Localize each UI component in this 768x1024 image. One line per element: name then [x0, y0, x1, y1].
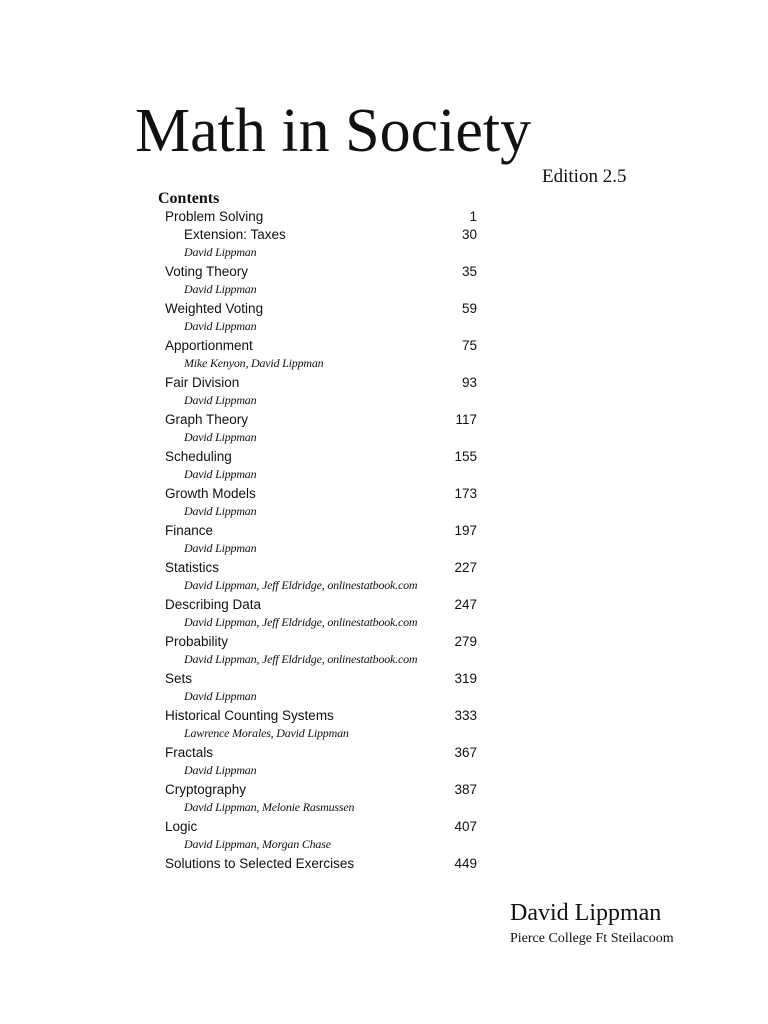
- toc-entry-line[interactable]: [165, 633, 477, 651]
- toc-entry-title: Sets: [165, 671, 195, 686]
- toc-entry-line[interactable]: [165, 855, 477, 873]
- toc-entry: [165, 818, 477, 854]
- toc-entry-title: Finance: [165, 523, 216, 538]
- toc-entry-title: Graph Theory: [165, 412, 251, 427]
- toc-entry-page-number: 1: [465, 208, 477, 226]
- toc-entry-title: Apportionment: [165, 338, 256, 353]
- toc-entry-page-number: 197: [450, 522, 477, 540]
- toc-entry-line[interactable]: [165, 670, 477, 688]
- toc-entry-line[interactable]: [165, 411, 477, 429]
- book-title: Math in Society: [135, 97, 532, 165]
- toc-entry-authors: David Lippman: [184, 319, 257, 333]
- toc-entry: [165, 485, 477, 521]
- toc-entry-page-number: 227: [450, 559, 477, 577]
- toc-entry: [165, 707, 477, 743]
- toc-entry-line[interactable]: [165, 744, 477, 762]
- toc-entry-line[interactable]: [165, 300, 477, 318]
- toc-entry-page-number: 117: [451, 411, 477, 429]
- toc-entry-page-number: 30: [458, 226, 477, 244]
- toc-entry: [165, 670, 477, 706]
- toc-entry-line[interactable]: [165, 596, 477, 614]
- toc-entry-title: Describing Data: [165, 597, 264, 612]
- toc-entry-page-number: 93: [458, 374, 477, 392]
- toc-entry-authors: David Lippman, Melonie Rasmussen: [184, 800, 355, 814]
- toc-entry-page-number: 319: [450, 670, 477, 688]
- toc-entry-page-number: 387: [450, 781, 477, 799]
- toc-entry-line[interactable]: [165, 263, 477, 281]
- toc-entry: [165, 596, 477, 632]
- toc-entry: [165, 781, 477, 817]
- toc-entry-title: Fractals: [165, 745, 216, 760]
- toc-entry-title: Solutions to Selected Exercises: [165, 856, 357, 871]
- toc-entry: [165, 559, 477, 595]
- toc-entry-title: Growth Models: [165, 486, 259, 501]
- toc-subentry-line[interactable]: [165, 226, 477, 244]
- toc-entry: [165, 744, 477, 780]
- toc-entry: [165, 374, 477, 410]
- toc-entry-title: Scheduling: [165, 449, 235, 464]
- toc-entry-authors: David Lippman: [184, 541, 257, 555]
- toc-entry-line[interactable]: [165, 485, 477, 503]
- toc-entry-page-number: 155: [450, 448, 477, 466]
- toc-entry-line[interactable]: [165, 522, 477, 540]
- toc-entry-page-number: 59: [458, 300, 477, 318]
- toc-entry-page-number: 367: [450, 744, 477, 762]
- toc-entry-title: Fair Division: [165, 375, 242, 390]
- toc-entry-title: Problem Solving: [165, 209, 266, 224]
- toc-entry-title: Logic: [165, 819, 200, 834]
- toc-entry: [165, 448, 477, 484]
- toc-entry-title: Statistics: [165, 560, 222, 575]
- toc-entry-page-number: 75: [458, 337, 477, 355]
- toc-entry: [165, 208, 477, 262]
- toc-entry-title: Voting Theory: [165, 264, 251, 279]
- toc-entry-line[interactable]: [165, 448, 477, 466]
- toc-entry-page-number: 35: [458, 263, 477, 281]
- contents-heading: Contents: [158, 190, 220, 207]
- toc-entry-line[interactable]: [165, 707, 477, 725]
- toc-entry-line[interactable]: [165, 818, 477, 836]
- table-of-contents: [165, 208, 477, 874]
- toc-entry-authors: David Lippman: [184, 467, 257, 481]
- toc-entry: [165, 633, 477, 669]
- toc-entry-authors: David Lippman, Jeff Eldridge, onlinestatbook.com: [184, 652, 418, 666]
- toc-entry-line[interactable]: [165, 374, 477, 392]
- toc-entry-authors: David Lippman: [184, 504, 257, 518]
- toc-entry-authors: David Lippman: [184, 393, 257, 407]
- toc-entry-authors: Lawrence Morales, David Lippman: [184, 726, 349, 740]
- toc-entry-line[interactable]: [165, 781, 477, 799]
- toc-entry-authors: David Lippman: [184, 689, 257, 703]
- toc-entry-page-number: 279: [450, 633, 477, 651]
- toc-entry: [165, 263, 477, 299]
- toc-entry-title: Extension: Taxes: [184, 227, 289, 242]
- toc-entry: [165, 337, 477, 373]
- toc-entry-line[interactable]: [165, 208, 477, 226]
- toc-entry-line[interactable]: [165, 337, 477, 355]
- toc-entry-line[interactable]: [165, 559, 477, 577]
- toc-entry-page-number: 449: [450, 855, 477, 873]
- toc-entry-authors: David Lippman: [184, 282, 257, 296]
- toc-entry-authors: David Lippman, Morgan Chase: [184, 837, 331, 851]
- author-affiliation: Pierce College Ft Steilacoom: [510, 931, 674, 946]
- toc-entry: [165, 855, 477, 873]
- toc-entry-title: Weighted Voting: [165, 301, 266, 316]
- author-name: David Lippman: [510, 900, 662, 926]
- edition-label: Edition 2.5: [542, 166, 627, 187]
- toc-entry-title: Probability: [165, 634, 231, 649]
- toc-entry-page-number: 173: [450, 485, 477, 503]
- toc-entry: [165, 300, 477, 336]
- toc-entry-page-number: 407: [450, 818, 477, 836]
- toc-entry-title: Historical Counting Systems: [165, 708, 337, 723]
- toc-entry-page-number: 247: [450, 596, 477, 614]
- toc-entry-authors: David Lippman, Jeff Eldridge, onlinestatbook.com: [184, 578, 418, 592]
- toc-entry-page-number: 333: [450, 707, 477, 725]
- toc-entry-authors: David Lippman: [184, 430, 257, 444]
- toc-entry: [165, 411, 477, 447]
- toc-entry-authors: David Lippman: [184, 763, 257, 777]
- toc-entry-authors: Mike Kenyon, David Lippman: [184, 356, 324, 370]
- toc-entry-authors: David Lippman: [184, 245, 257, 259]
- toc-entry: [165, 522, 477, 558]
- toc-entry-authors: David Lippman, Jeff Eldridge, onlinestatbook.com: [184, 615, 418, 629]
- toc-entry-title: Cryptography: [165, 782, 249, 797]
